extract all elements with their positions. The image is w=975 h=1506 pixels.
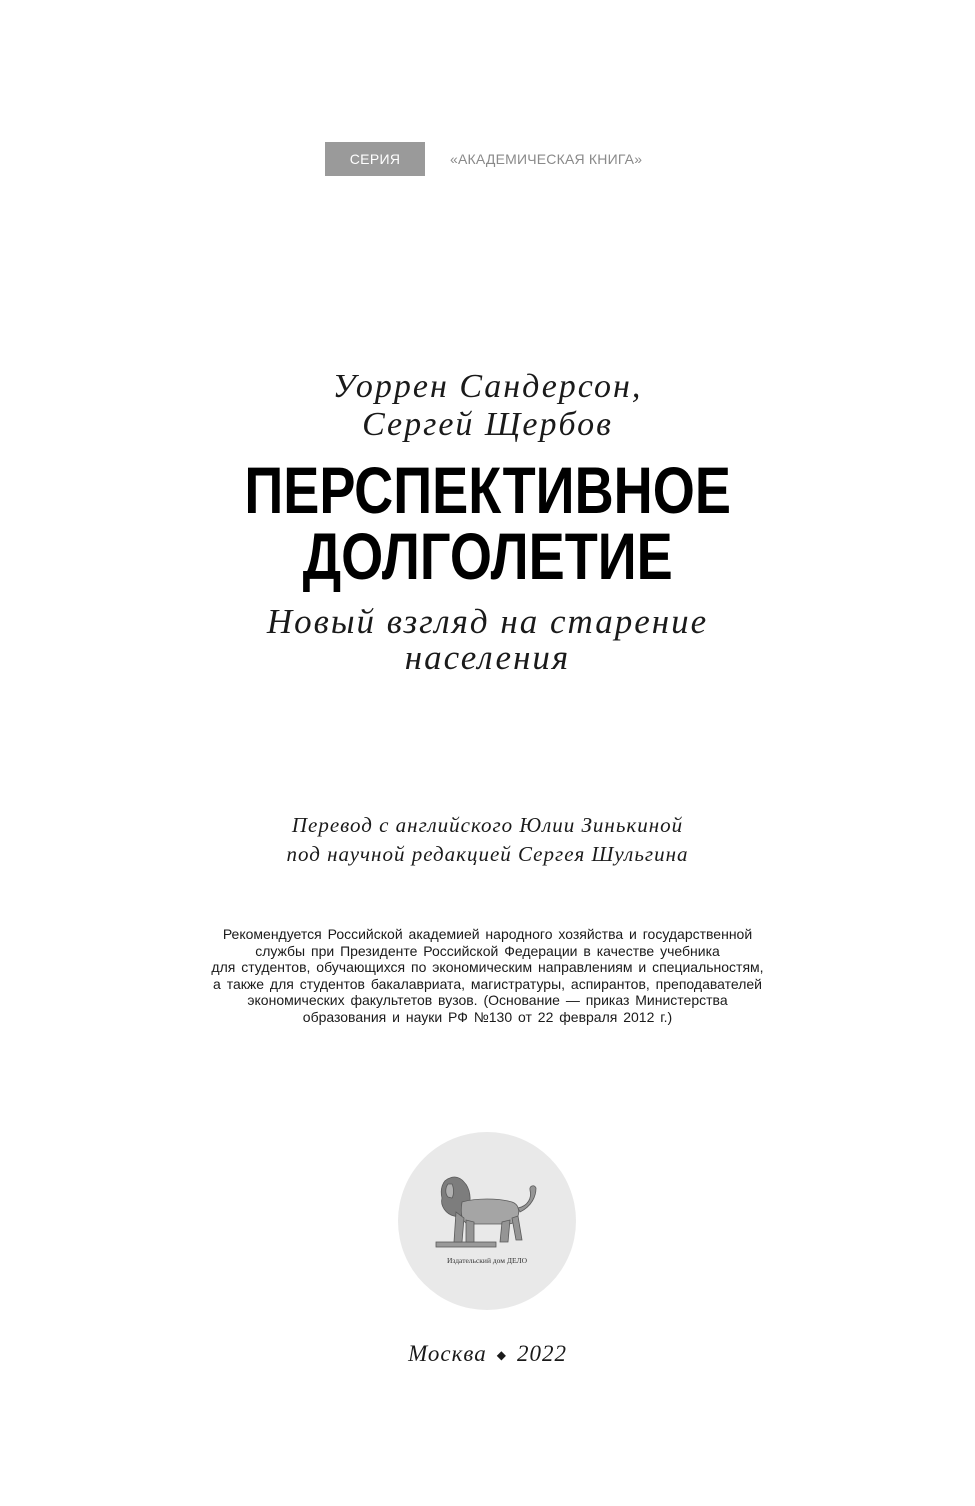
title-line: ДОЛГОЛЕТИЕ (302, 519, 673, 593)
recommendation-line: а также для студентов бакалавриата, магистратуры, аспирантов, преподавателей (213, 975, 762, 992)
book-subtitle (0, 604, 975, 676)
subtitle-line: населения (404, 638, 571, 677)
series-name: «АКАДЕМИЧЕСКАЯ КНИГА» (450, 151, 643, 167)
book-title (0, 453, 975, 593)
publisher-logo (398, 1132, 576, 1310)
recommendation-line: для студентов, обучающихся по экономическим направлениям и специальностям, (211, 959, 764, 975)
authors (0, 368, 975, 444)
translation-line: под научной редакцией Сергея Шульгина (286, 842, 689, 866)
recommendation-line: образования и науки РФ №130 от 22 февраля 2012 г.) (302, 1008, 673, 1025)
recommendation-text (0, 926, 975, 1025)
diamond-separator-icon: ◆ (496, 1348, 507, 1363)
publisher-logo-caption: Издательский дом ДЕЛО (447, 1256, 527, 1265)
translation-line: Перевод с английского Юлии Зинькиной (291, 813, 684, 837)
subtitle-line: Новый взгляд на старение (266, 602, 709, 641)
translation-credits (0, 811, 975, 869)
lion-icon (432, 1168, 542, 1254)
author-line: Сергей Щербов (362, 406, 613, 443)
imprint-year: 2022 (516, 1341, 567, 1366)
imprint (0, 1341, 975, 1367)
series-row (325, 142, 642, 176)
recommendation-line: экономических факультетов вузов. (Основание — приказ Министерства (247, 992, 728, 1008)
series-badge: СЕРИЯ (325, 142, 425, 176)
title-line: ПЕРСПЕКТИВНОЕ (244, 453, 731, 527)
recommendation-line: службы при Президенте Российской Федерации в качестве учебника (255, 942, 720, 959)
recommendation-line: Рекомендуется Российской академией народного хозяйства и государственной (222, 926, 753, 942)
author-line: Уоррен Сандерсон, (332, 368, 643, 405)
imprint-city: Москва (408, 1341, 487, 1366)
